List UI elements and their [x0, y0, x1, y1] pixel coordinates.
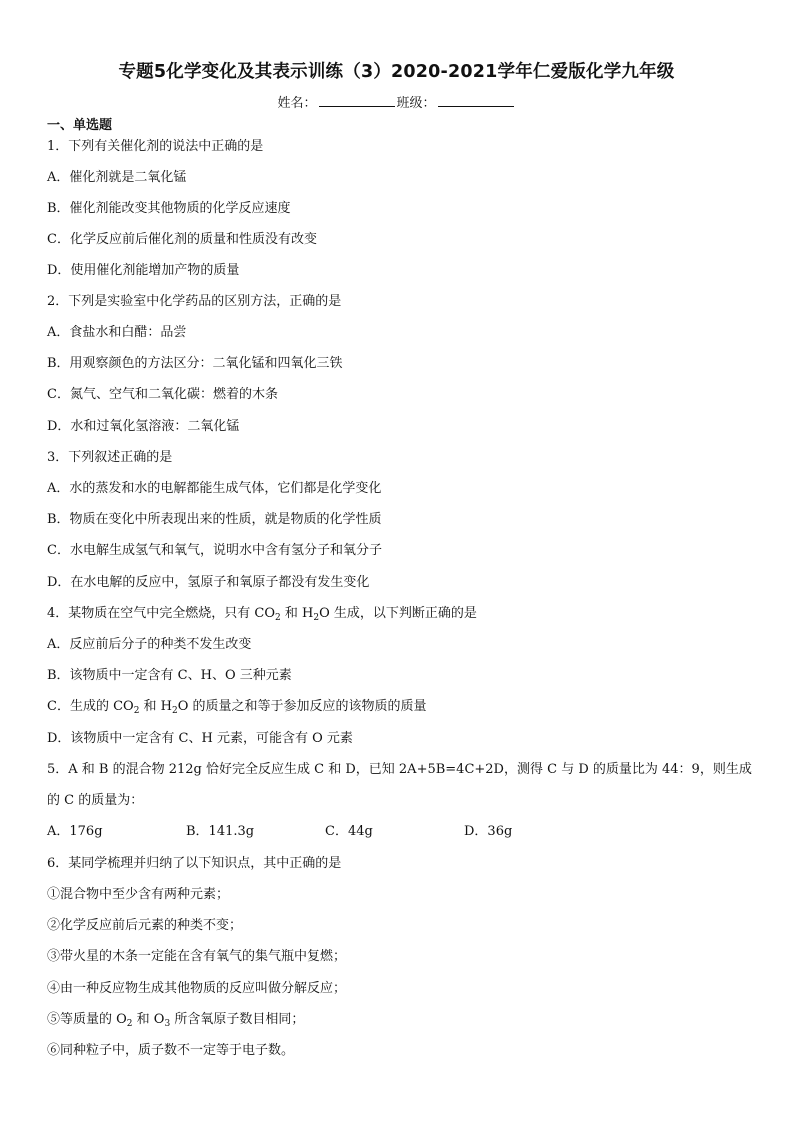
q5-option-a: A．176g: [47, 824, 103, 839]
q1-option-b: B．催化剂能改变其他物质的化学反应速度: [47, 201, 291, 216]
q3-option-b: B．物质在变化中所表现出来的性质，就是物质的化学性质: [47, 512, 382, 527]
q6-stem: 6．某同学梳理并归纳了以下知识点，其中正确的是: [47, 856, 342, 871]
q6-item-3: ③带火星的木条一定能在含有氧气的集气瓶中复燃；: [47, 949, 347, 964]
q4-option-b: B．该物质中一定含有 C、H、O 三种元素: [47, 668, 292, 683]
class-blank[interactable]: [438, 94, 514, 107]
q5-stem-line1: 5．A 和 B 的混合物 212g 恰好完全反应生成 C 和 D，已知 2A+5B=4C+2D，测得 C 与 D 的质量比为 44：9，则生成: [47, 762, 752, 777]
q1-option-d: D．使用催化剂能增加产物的质量: [47, 263, 240, 278]
q3-option-c: C．水电解生成氢气和氧气，说明水中含有氢分子和氧分子: [47, 543, 382, 558]
q1-option-a: A．催化剂就是二氧化锰: [47, 170, 187, 185]
q2-stem: 2．下列是实验室中化学药品的区别方法，正确的是: [47, 294, 342, 309]
q5-stem-line2: 的 C 的质量为：: [47, 793, 144, 808]
q5-option-c: C．44g: [325, 824, 373, 839]
name-blank[interactable]: [319, 94, 395, 107]
q6-item-4: ④由一种反应物生成其他物质的反应叫做分解反应；: [47, 981, 347, 996]
q4-option-d: D．该物质中一定含有 C、H 元素，可能含有 O 元素: [47, 731, 353, 746]
q5-option-d: D．36g: [464, 824, 513, 839]
q2-option-c: C．氮气、空气和二氧化碳：燃着的木条: [47, 387, 278, 402]
q2-option-d: D．水和过氧化氢溶液：二氧化锰: [47, 419, 240, 434]
q3-option-a: A．水的蒸发和水的电解都能生成气体，它们都是化学变化: [47, 481, 382, 496]
q1-stem: 1．下列有关催化剂的说法中正确的是: [47, 139, 264, 154]
q2-option-a: A．食盐水和白醋：品尝: [47, 325, 187, 340]
q4-option-c: C．生成的 $CO_2$ 和 $H_2O$ 的质量之和等于参加反应的该物质的质量: [47, 699, 427, 716]
q2-option-b: B．用观察颜色的方法区分：二氧化锰和四氧化三铁: [47, 356, 343, 371]
name-label: 姓名：: [277, 96, 317, 111]
q6-item-5: ⑤等质量的 $O_2$ 和 $O_3$ 所含氧原子数目相同；: [47, 1012, 305, 1029]
q6-item-1: ①混合物中至少含有两种元素；: [47, 887, 230, 902]
q1-option-c: C．化学反应前后催化剂的质量和性质没有改变: [47, 232, 317, 247]
q3-stem: 3．下列叙述正确的是: [47, 450, 173, 465]
q3-option-d: D．在水电解的反应中，氢原子和氧原子都没有发生变化: [47, 575, 370, 590]
q6-item-2: ②化学反应前后元素的种类不变；: [47, 918, 243, 933]
q5-options: [47, 823, 603, 841]
student-info-line: [0, 92, 793, 111]
worksheet-title: 专题5化学变化及其表示训练（3）2020-2021学年仁爱版化学九年级: [118, 62, 675, 82]
class-label: 班级：: [396, 96, 436, 111]
q4-option-a: A．反应前后分子的种类不发生改变: [47, 637, 252, 652]
section-heading: 一、单选题: [47, 118, 113, 133]
q6-item-6: ⑥同种粒子中，质子数不一定等于电子数。: [47, 1043, 295, 1058]
q5-option-b: B．141.3g: [186, 824, 255, 839]
q4-stem: 4．某物质在空气中完全燃烧，只有 $CO_2$ 和 $H_2O$ 生成，以下判断正确的是: [47, 606, 477, 623]
